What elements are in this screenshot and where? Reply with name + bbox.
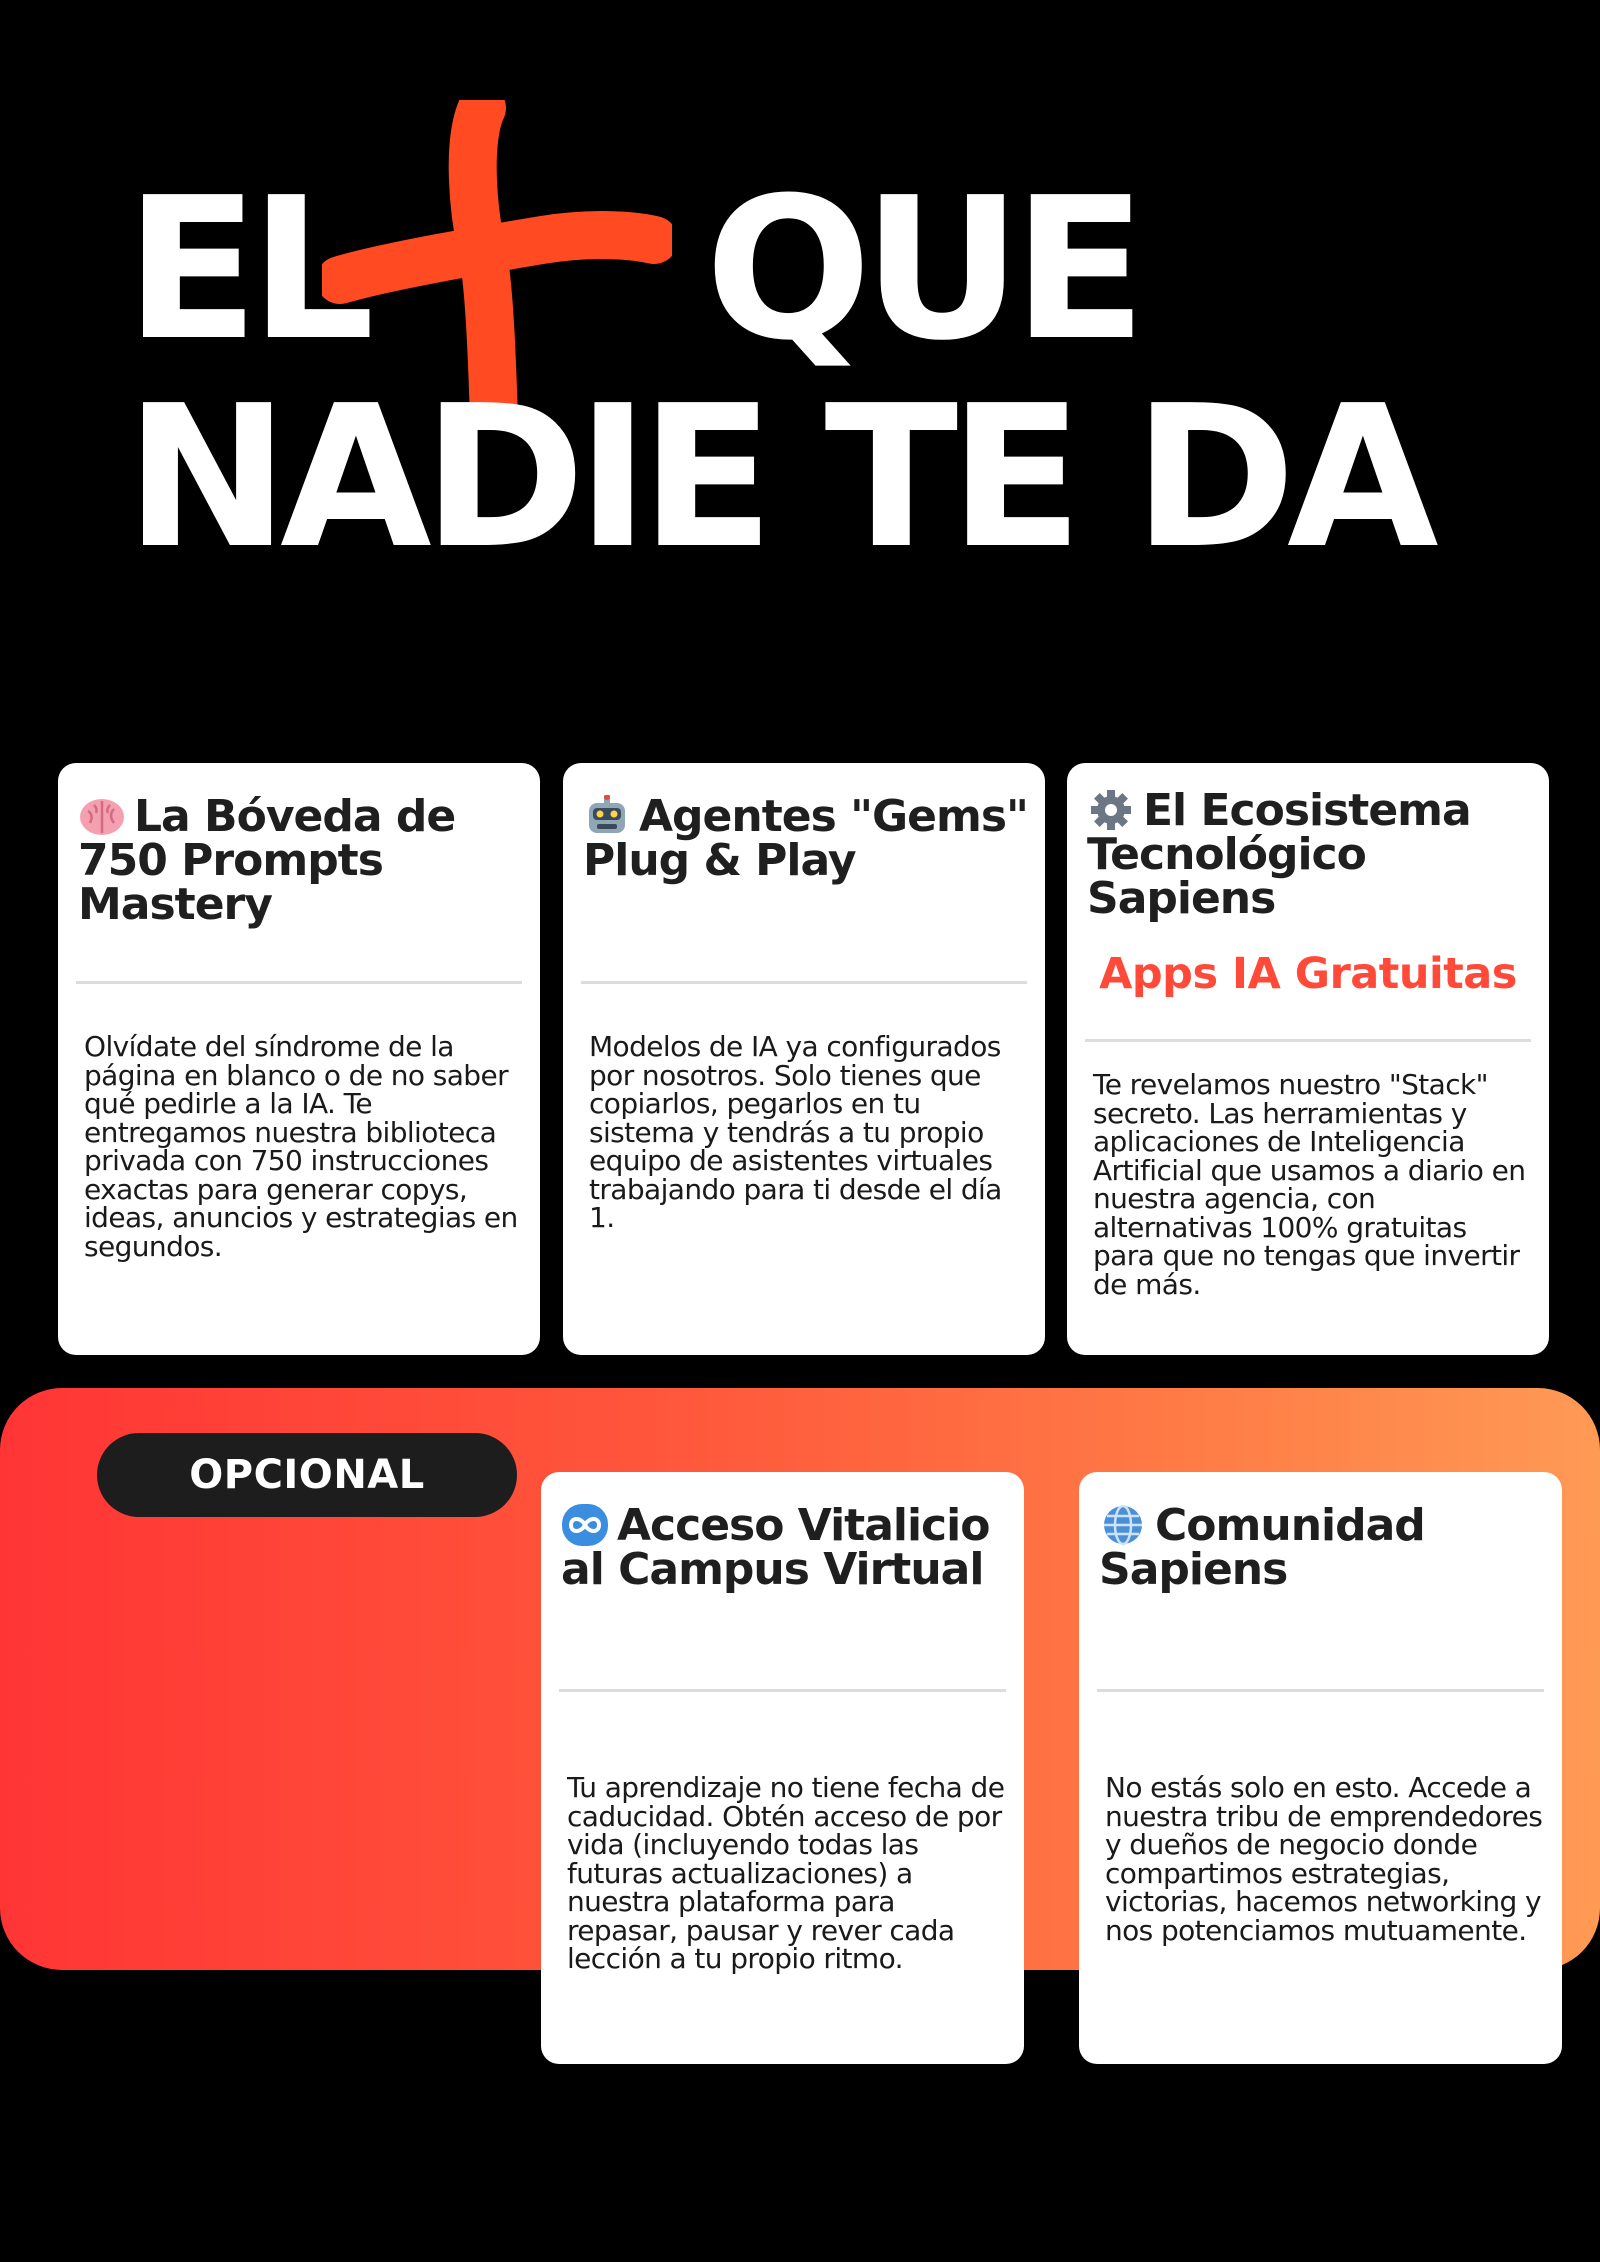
card-body: Olvídate del síndrome de la página en blanco o de no saber qué pedirle a la IA. Te entregamos nuestra biblioteca privada con 750 instrucciones exactas para generar copys, ideas, anuncios y estrategias en segundos. — [84, 1030, 518, 1263]
card-title — [583, 791, 1029, 886]
card-body: No estás solo en esto. Accede a nuestra tribu de emprendedores y dueños de negocio donde compartimos estrategias, victorias, hacemos networking y nos potenciamos mutuamente. — [1105, 1771, 1543, 1947]
card-prompts-vault — [58, 763, 540, 1355]
card-tech-ecosystem — [1067, 763, 1549, 1355]
card-body: Tu aprendizaje no tiene fecha de caducidad. Obtén acceso de por vida (incluyendo todas las futuras actualizaciones) a nuestra plataforma para repasar, pausar y rever cada lección a tu propio ritmo. — [567, 1771, 1005, 1975]
card-divider — [581, 981, 1027, 984]
card-body: Modelos de IA ya configurados por nosotros. Solo tienes que copiarlos, pegarlos en tu sistema y tendrás a tu propio equipo de asistentes virtuales trabajando para ti desde el día 1. — [589, 1030, 1002, 1234]
card-title-text: La Bóveda de 750 Prompts Mastery — [78, 791, 456, 930]
card-community — [1079, 1472, 1562, 2064]
headline-word-que: QUE — [705, 156, 1138, 384]
card-title — [1099, 1500, 1546, 1595]
robot-icon — [583, 795, 631, 837]
headline-word-el: EL — [125, 156, 366, 384]
card-title-text: El Ecosistema Tecnológico Sapiens — [1087, 785, 1471, 924]
globe-icon — [1099, 1504, 1147, 1546]
headline-line-2: NADIE TE DA — [125, 364, 1430, 592]
card-divider — [76, 981, 522, 984]
card-divider — [1097, 1689, 1544, 1692]
infinity-icon — [561, 1504, 609, 1546]
gear-icon — [1087, 789, 1135, 831]
card-title-text: Comunidad Sapiens — [1099, 1500, 1425, 1595]
card-gems-agents — [563, 763, 1045, 1355]
card-title — [561, 1500, 1008, 1595]
card-title-text: Agentes "Gems" Plug & Play — [583, 791, 1028, 886]
card-divider — [1085, 1039, 1531, 1042]
card-title — [78, 791, 524, 930]
card-title — [1087, 785, 1533, 924]
card-body: Te revelamos nuestro "Stack" secreto. Las herramientas y aplicaciones de Inteligencia Artificial que usamos a diario en nuestra agencia, con alternativas 100% gratuitas para que no tengas que invertir de más. — [1093, 1068, 1526, 1301]
card-subtitle: Apps IA Gratuitas — [1099, 949, 1517, 999]
card-lifetime-access — [541, 1472, 1024, 2064]
brain-icon — [78, 795, 126, 837]
optional-badge: OPCIONAL — [97, 1433, 517, 1517]
card-title-text: Acceso Vitalicio al Campus Virtual — [561, 1500, 990, 1595]
card-divider — [559, 1689, 1006, 1692]
